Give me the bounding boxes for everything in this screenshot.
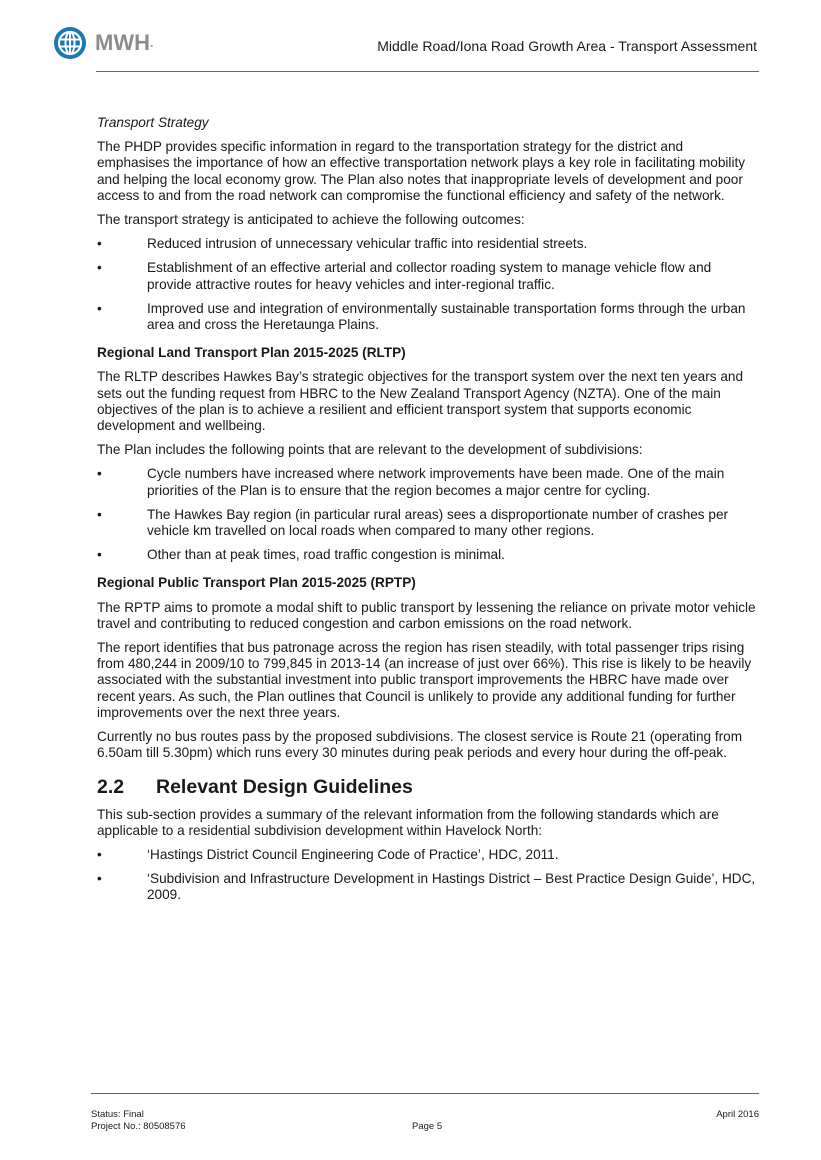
section-heading xyxy=(97,776,757,798)
footer-divider xyxy=(91,1093,759,1094)
bullet-list xyxy=(97,236,757,333)
bullet-list xyxy=(97,466,757,563)
section-title: Relevant Design Guidelines xyxy=(156,775,413,798)
list-item: • The Hawkes Bay region (in particular rural areas) sees a disproportionate number of crashes per vehicle km travelled on local roads when compared to many other regions. xyxy=(97,506,729,539)
list-item: • Cycle numbers have increased where network improvements have been made. One of the main priorities of the Plan is to ensure that the region becomes a major centre for cycling. xyxy=(97,466,725,498)
bullet-icon: • xyxy=(97,506,102,522)
list-item: • Other than at peak times, road traffic congestion is minimal. xyxy=(97,547,505,563)
paragraph: The RPTP aims to promote a modal shift to public transport by lessening the reliance on private motor vehicle travel and contributing to reduced congestion and carbon emissions on the road network. xyxy=(97,599,756,631)
section-number: 2.2 xyxy=(97,775,125,798)
bullet-icon: • xyxy=(97,846,102,862)
list-item: • ‘Hastings District Council Engineering Code of Practice’, HDC, 2011. xyxy=(97,846,559,862)
globe-icon xyxy=(53,26,87,60)
paragraph: Currently no bus routes pass by the proposed subdivisions. The closest service is Route 21 (operating from 6.50am till 5.30pm) which runs every 30 minutes during peak periods and every hour during the off-peak. xyxy=(97,729,743,761)
page-header xyxy=(0,0,821,80)
mwh-logo xyxy=(53,26,153,60)
logo-text: MWH xyxy=(95,30,150,55)
status-text: Status: Final xyxy=(91,1109,144,1120)
list-item: • ‘Subdivision and Infrastructure Development in Hastings District – Best Practice Design Guide’, HDC, 2009. xyxy=(97,871,756,903)
bullet-list xyxy=(97,847,757,904)
paragraph: The Plan includes the following points that are relevant to the development of subdivisions: xyxy=(97,442,643,458)
header-divider xyxy=(96,71,759,72)
list-item: • Establishment of an effective arterial and collector roading system to manage vehicle flow and provide attractive routes for heavy vehicles and inter-regional traffic. xyxy=(97,260,712,292)
paragraph: This sub-section provides a summary of the relevant information from the following standards which are applicable to a residential subdivision development within Havelock North: xyxy=(97,806,719,838)
paragraph: The RLTP describes Hawkes Bay’s strategic objectives for the transport system over the next ten years and sets out the funding request from HBRC to the New Zealand Transport Agency (NZTA). One of the main objectives of the plan is to achieve a resilient and efficient transport system that supports economic development and wellbeing. xyxy=(97,369,744,434)
bullet-icon: • xyxy=(97,260,102,276)
footer-left xyxy=(91,1109,186,1133)
paragraph: The report identifies that bus patronage across the region has risen steadily, with total passenger trips rising from 480,244 in 2009/10 to 799,845 in 2013-14 (an increase of just over 66%). This rise is likely to be heavily associated with the substantial investment into public transport improvements the HBRC have made over recent years. As such, the Plan outlines that Council is unlikely to provide any additional funding for further improvements over the next three years. xyxy=(97,640,752,720)
page-body xyxy=(97,115,757,912)
paragraph: The PHDP provides specific information in regard to the transportation strategy for the district and emphasises the importance of how an effective transportation network plays a key role in facilitating mobility and helping the local economy grow. The Plan also notes that inappropriate levels of development and poor access to and from the road network can compromise the functional efficiency and safety of the network. xyxy=(97,139,746,203)
bullet-icon: • xyxy=(97,871,102,887)
bullet-icon: • xyxy=(97,236,102,252)
project-number: Project No.: 80508576 xyxy=(91,1121,186,1132)
logo-dot: . xyxy=(149,36,154,50)
bullet-icon: • xyxy=(97,300,102,316)
transport-strategy-heading: Transport Strategy xyxy=(97,115,209,130)
paragraph: The transport strategy is anticipated to achieve the following outcomes: xyxy=(97,212,525,228)
list-item: • Reduced intrusion of unnecessary vehicular traffic into residential streets. xyxy=(97,236,588,252)
page-number: Page 5 xyxy=(412,1121,443,1132)
rltp-heading: Regional Land Transport Plan 2015-2025 (RLTP) xyxy=(97,345,406,361)
document-date: April 2016 xyxy=(716,1109,759,1120)
rptp-heading: Regional Public Transport Plan 2015-2025 (RPTP) xyxy=(97,575,416,591)
list-item: • Improved use and integration of environmentally sustainable transportation forms through the urban area and cross the Heretaunga Plains. xyxy=(97,300,746,333)
bullet-icon: • xyxy=(97,547,102,563)
bullet-icon: • xyxy=(97,466,102,482)
document-title: Middle Road/Iona Road Growth Area - Transport Assessment xyxy=(377,38,757,54)
